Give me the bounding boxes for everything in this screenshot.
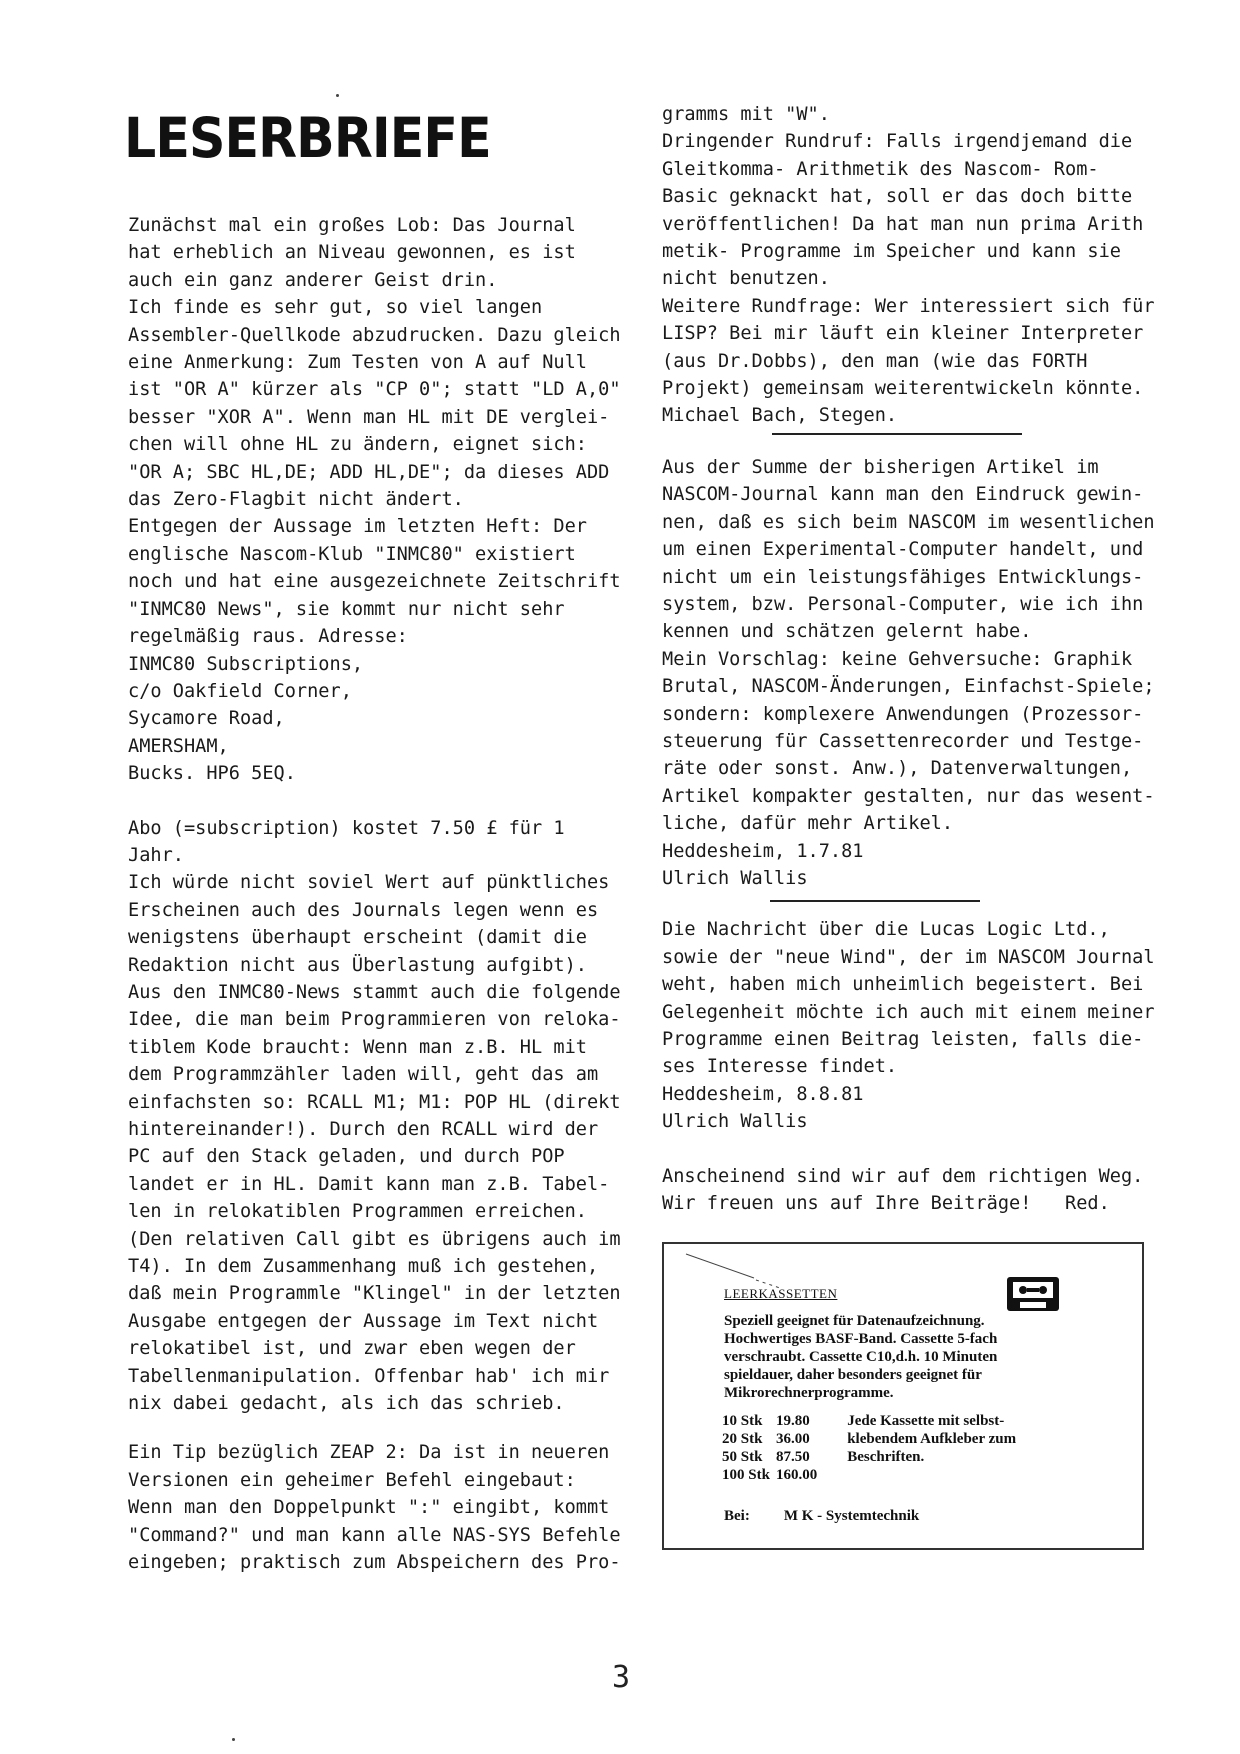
- price-price: 36.00: [775, 1431, 810, 1447]
- cassette-icon: [1006, 1276, 1060, 1312]
- text-line: liche, dafür mehr Artikel.: [662, 813, 954, 835]
- text-line: Heddesheim, 8.8.81: [662, 1083, 864, 1105]
- text-line: len in relokatiblen Programmen erreichen.: [128, 1201, 587, 1223]
- text-line: Redaktion nicht aus Überlastung aufgibt).: [128, 954, 587, 976]
- speck: [336, 94, 339, 97]
- text-line: Weitere Rundfrage: Wer interessiert sich für: [662, 295, 1155, 317]
- speck: [232, 1738, 235, 1741]
- text-line: Gelegenheit möchte ich auch mit einem meiner: [662, 1001, 1155, 1023]
- text-line: LISP? Bei mir läuft ein kleiner Interpreter: [662, 323, 1144, 345]
- vendor-line: [724, 1508, 953, 1525]
- text-line: steuerung für Cassettenrecorder und Testge-: [662, 730, 1144, 752]
- text-line: Erscheinen auch des Journals legen wenn es: [128, 899, 599, 921]
- advertisement-box: [662, 1242, 1144, 1550]
- separator-rule: [770, 900, 980, 902]
- text-line: "INMC80 News", sie kommt nur nicht sehr: [128, 598, 565, 620]
- price-price: 87.50: [775, 1449, 810, 1465]
- text-line: "OR A; SBC HL,DE; ADD HL,DE"; da dieses ADD: [128, 461, 610, 483]
- text-line: Basic geknackt hat, soll er das doch bitte: [662, 186, 1133, 208]
- price-price: 19.80: [775, 1413, 810, 1429]
- text-line: Zunächst mal ein großes Lob: Das Journal: [128, 215, 576, 236]
- price-row: [722, 1412, 1022, 1430]
- text-line: Michael Bach, Stegen.: [662, 405, 898, 427]
- text-line: "Command?" und man kann alle NAS-SYS Befehle: [128, 1524, 621, 1546]
- vendor-name: M K - Systemtechnik: [783, 1508, 920, 1524]
- ad-text-line: Hochwertiges BASF-Band. Cassette 5-fach: [724, 1331, 998, 1347]
- text-line: Ulrich Wallis: [662, 1111, 808, 1133]
- text-line: Idee, die man beim Programmieren von reloka-: [128, 1009, 621, 1031]
- text-line: hintereinander!). Durch den RCALL wird der: [128, 1119, 599, 1140]
- text-line: Sycamore Road,: [128, 708, 285, 730]
- text-line: Aus den INMC80-News stammt auch die folgende: [128, 981, 621, 1003]
- text-line: Heddesheim, 1.7.81: [662, 840, 864, 862]
- ad-text-line: Mikrorechnerprogramme.: [724, 1385, 894, 1401]
- text-line: wenigstens überhaupt erscheint (damit die: [128, 927, 587, 949]
- page-number: 3: [612, 1660, 631, 1695]
- price-table: [722, 1412, 1022, 1484]
- text-line: chen will ohne HL zu ändern, eignet sich:: [128, 434, 587, 456]
- text-line: nicht um ein leistungsfähiges Entwicklungs-: [662, 566, 1144, 588]
- left-column: [128, 212, 621, 1577]
- text-line: Mein Vorschlag: keine Gehversuche: Graphik: [662, 648, 1133, 670]
- text-line: Anscheinend sind wir auf dem richtigen Weg.: [662, 1165, 1144, 1187]
- text-line: landet er in HL. Damit kann man z.B. Tabel-: [128, 1173, 610, 1195]
- ad-description: [724, 1312, 997, 1402]
- text-line: besser "XOR A". Wenn man HL mit DE verglei-: [128, 406, 610, 428]
- text-line: Aus der Summe der bisherigen Artikel im: [662, 456, 1099, 478]
- text-line: Versionen ein geheimer Befehl eingebaut:: [128, 1469, 576, 1491]
- letter-bach: [662, 101, 1155, 430]
- text-line: Ausgabe entgegen der Aussage im Text nicht: [128, 1310, 599, 1332]
- text-line: Tabellenmanipulation. Offenbar hab' ich mir: [128, 1365, 610, 1387]
- text-line: AMERSHAM,: [128, 735, 229, 757]
- paragraph-gap: [128, 788, 618, 815]
- ad-text-line: verschraubt. Cassette C10,d.h. 10 Minuten: [724, 1349, 998, 1365]
- price-row: [722, 1430, 1022, 1448]
- price-note: [847, 1466, 1022, 1484]
- text-line: das Zero-Flagbit nicht ändert.: [128, 489, 464, 511]
- text-line: Projekt) gemeinsam weiterentwickeln könnte.: [662, 378, 1144, 400]
- text-line: gramms mit "W".: [662, 104, 830, 125]
- text-line: Jahr.: [128, 844, 184, 866]
- letter-wallis-1: [662, 454, 1155, 893]
- text-line: Brutal, NASCOM-Änderungen, Einfachst-Spiele;: [662, 676, 1155, 698]
- price-row: [722, 1448, 1022, 1466]
- paragraph-gap: [662, 1136, 1152, 1163]
- text-line: ses Interesse findet.: [662, 1056, 898, 1078]
- text-line: NASCOM-Journal kann man den Eindruck gewin-: [662, 484, 1144, 506]
- text-line: INMC80 Subscriptions,: [128, 653, 364, 675]
- price-note: Beschriften.: [847, 1449, 925, 1465]
- text-line: kennen und schätzen gelernt habe.: [662, 621, 1032, 643]
- text-line: Ein Tip bezüglich ZEAP 2: Da ist in neueren: [128, 1442, 610, 1464]
- text-line: sondern: komplexere Anwendungen (Prozessor-: [662, 703, 1144, 725]
- text-line: Ich finde es sehr gut, so viel langen: [128, 297, 543, 319]
- text-line: Wir freuen uns auf Ihre Beiträge! Red.: [662, 1193, 1110, 1215]
- text-line: räte oder sonst. Anw.), Datenverwaltungen,: [662, 758, 1133, 780]
- text-line: c/o Oakfield Corner,: [128, 680, 352, 702]
- text-line: Die Nachricht über die Lucas Logic Ltd.,: [662, 919, 1110, 941]
- text-line: ist "OR A" kürzer als "CP 0"; statt "LD A,0": [128, 379, 621, 401]
- text-line: auch ein ganz anderer Geist drin.: [128, 269, 498, 291]
- text-line: noch und hat eine ausgezeichnete Zeitschrift: [128, 571, 621, 593]
- ad-text-line: spieldauer, daher besonders geeignet für: [724, 1367, 982, 1383]
- paragraph-gap: [128, 1417, 618, 1439]
- text-line: sowie der "neue Wind", der im NASCOM Journal: [662, 946, 1155, 968]
- text-line: hat erheblich an Niveau gewonnen, es ist: [128, 242, 576, 264]
- text-line: Programme einen Beitrag leisten, falls die-: [662, 1029, 1144, 1050]
- text-line: nicht benutzen.: [662, 268, 830, 290]
- text-line: Artikel kompakter gestalten, nur das wesent-: [662, 785, 1155, 807]
- text-line: (Den relativen Call gibt es übrigens auch im: [128, 1228, 621, 1250]
- separator-rule: [772, 433, 1022, 435]
- text-line: Entgegen der Aussage im letzten Heft: Der: [128, 516, 587, 538]
- price-qty: 100 Stk: [722, 1467, 770, 1483]
- text-line: weht, haben mich unheimlich begeistert. Bei: [662, 974, 1144, 996]
- text-line: regelmäßig raus. Adresse:: [128, 626, 408, 648]
- decorative-lines: [684, 1250, 784, 1290]
- text-line: relokatibel ist, und zwar eben wegen der: [128, 1338, 576, 1360]
- price-qty: 10 Stk: [722, 1413, 763, 1429]
- text-line: nix dabei gedacht, als ich das schrieb.: [128, 1393, 565, 1415]
- ad-heading: LEERKASSETTEN: [724, 1286, 838, 1301]
- text-line: einfachsten so: RCALL M1; M1: POP HL (direkt: [128, 1091, 621, 1113]
- text-line: Wenn man den Doppelpunkt ":" eingibt, kommt: [128, 1497, 610, 1519]
- text-line: T4). In dem Zusammenhang muß ich gestehen,: [128, 1256, 599, 1278]
- text-line: Abo (=subscription) kostet 7.50 £ für 1: [128, 817, 565, 839]
- price-note: Jede Kassette mit selbst-: [847, 1413, 1005, 1429]
- text-line: (aus Dr.Dobbs), den man (wie das FORTH: [662, 350, 1088, 372]
- text-line: dem Programmzähler laden will, geht das am: [128, 1064, 599, 1086]
- price-note: klebendem Aufkleber zum: [847, 1431, 1017, 1447]
- price-qty: 20 Stk: [722, 1431, 763, 1447]
- text-line: Ich würde nicht soviel Wert auf pünktliches: [128, 872, 610, 894]
- text-line: daß mein Programmle "Klingel" in der letzten: [128, 1283, 621, 1305]
- ad-text-line: Speziell geeignet für Datenaufzeichnung.: [724, 1313, 985, 1329]
- text-line: tiblem Kode braucht: Wenn man z.B. HL mit: [128, 1036, 587, 1058]
- text-line: Dringender Rundruf: Falls irgendjemand die: [662, 131, 1133, 153]
- right-column: [662, 101, 1155, 1217]
- text-line: veröffentlichen! Da hat man nun prima Arith: [662, 213, 1144, 235]
- text-line: Ulrich Wallis: [662, 867, 808, 889]
- text-line: system, bzw. Personal-Computer, wie ich ihn: [662, 593, 1144, 615]
- text-line: metik- Programme im Speicher und kann sie: [662, 241, 1121, 263]
- text-line: Assembler-Quellkode abzudrucken. Dazu gleich: [128, 324, 621, 346]
- letter-wallis-2: [662, 916, 1155, 1217]
- text-line: um einen Experimental-Computer handelt, und: [662, 539, 1144, 561]
- price-row: [722, 1466, 1022, 1484]
- text-line: nen, daß es sich beim NASCOM im wesentlichen: [662, 511, 1155, 533]
- text-line: Bucks. HP6 5EQ.: [128, 763, 296, 785]
- text-line: englische Nascom-Klub "INMC80" existiert: [128, 543, 576, 565]
- text-line: eine Anmerkung: Zum Testen von A auf Null: [128, 352, 587, 374]
- page-title: LESERBRIEFE: [124, 106, 491, 170]
- price-qty: 50 Stk: [722, 1449, 763, 1465]
- text-line: Gleitkomma- Arithmetik des Nascom- Rom-: [662, 158, 1099, 180]
- vendor-label: Bei:: [724, 1508, 750, 1524]
- price-price: 160.00: [775, 1467, 818, 1483]
- text-line: PC auf den Stack geladen, und durch POP: [128, 1146, 565, 1168]
- text-line: eingeben; praktisch zum Abspeichern des Pro-: [128, 1552, 621, 1574]
